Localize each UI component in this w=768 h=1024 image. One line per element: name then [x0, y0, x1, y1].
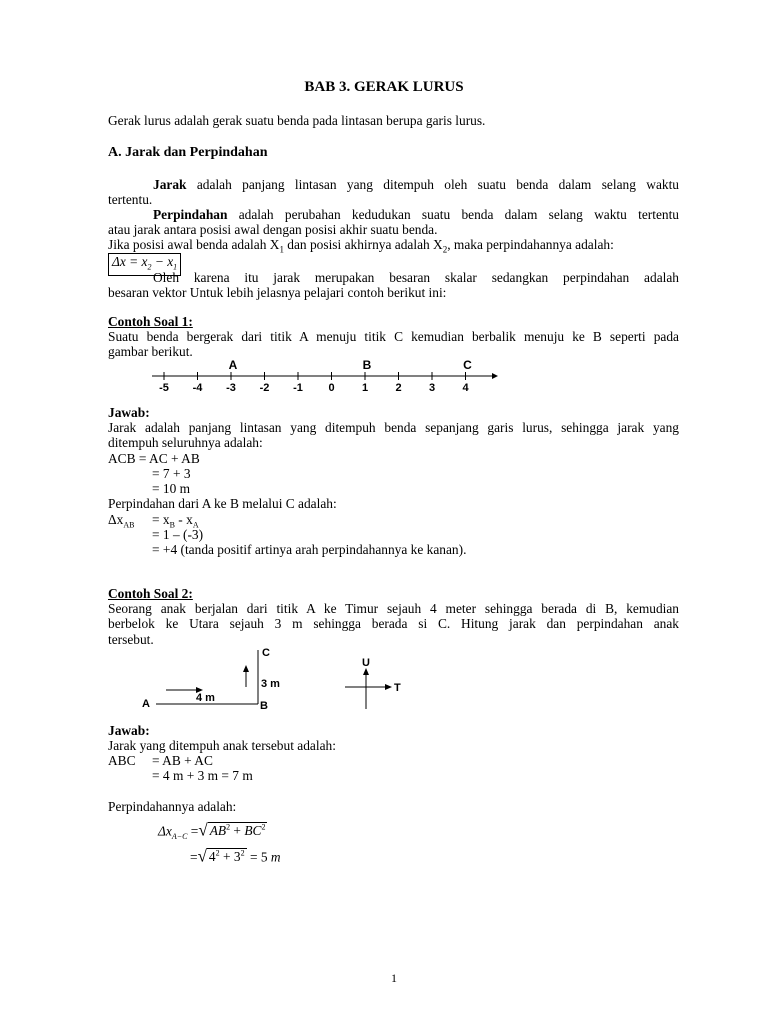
dx-ab-step-2: = +4 (tanda positif artinya arah perpindahannya ke kanan). [152, 542, 467, 557]
point-c-label: C [262, 647, 270, 659]
dx-ab-step-1: = 1 – (-3) [152, 527, 204, 542]
acb-step-2: = 10 m [152, 481, 191, 496]
tick-label: -3 [226, 382, 236, 394]
scalar-vector-paragraph: Oleh karena itu jarak merupakan besaran skalar sedangkan perpindahan adalah [153, 270, 679, 285]
compass-north-arrowhead-icon [363, 668, 369, 675]
example-1-heading: Contoh Soal 1: [108, 314, 193, 329]
perpindahan-paragraph-end: atau jarak antara posisi awal dengan posisi akhir suatu benda. [108, 222, 438, 237]
sqrt-icon: √ [197, 846, 207, 866]
tick-label: 2 [395, 382, 402, 394]
point-label-a: A [228, 358, 238, 372]
example-2-question-2: berbelok ke Utara sejauh 3 m sehingga berada si C. Hitung jarak dan perpindahan anak [108, 616, 679, 631]
jarak-term: Jarak [153, 177, 187, 192]
point-a-label: A [142, 698, 150, 710]
intro-text: Gerak lurus adalah gerak suatu benda pada lintasan berupa garis lurus. [108, 113, 486, 128]
tick-label: 3 [428, 382, 436, 394]
bc-length-label: 3 m [261, 678, 280, 690]
perpindahan-a-b-text: Perpindahan dari A ke B melalui C adalah: [108, 496, 337, 511]
tick-label: 0 [328, 382, 335, 394]
acb-step-1: = 7 + 3 [152, 466, 191, 481]
point-label-b: B [362, 358, 372, 372]
axis-arrowhead [492, 373, 498, 379]
answer-2-label: Jawab: [108, 723, 150, 738]
example-2-heading: Contoh Soal 2: [108, 586, 193, 601]
abc-rhs: = AB + AC [152, 753, 213, 768]
compass-figure [340, 655, 410, 713]
page-title: BAB 3. GERAK LURUS [304, 79, 464, 95]
posisi-text: Jika posisi awal benda adalah $X_1$ dan posisi akhirnya adalah $X_2$, maka perpindahannya adalah: [108, 237, 614, 255]
tick-label: -5 [159, 382, 169, 394]
compass-north-label: U [362, 657, 370, 669]
compass-east-arrowhead-icon [385, 684, 392, 690]
section-heading: A. Jarak dan Perpindahan [108, 145, 268, 160]
abc-step: = 4 m + 3 m = 7 m [152, 768, 253, 783]
answer-1-text: Jarak adalah panjang lintasan yang ditempuh benda sepanjang garis lurus, sehingga jarak yang [108, 420, 679, 435]
tick-label: 1 [361, 382, 369, 394]
path-figure [138, 645, 298, 715]
jarak-paragraph-end: tertentu. [108, 192, 153, 207]
displacement-formula: $\Delta x = x_2 - x_1$ [108, 253, 181, 276]
example-2-question: Seorang anak berjalan dari titik A ke Timur sejauh 4 meter sehingga berada di B, kemudian [108, 601, 679, 616]
north-arrowhead-icon [243, 665, 249, 672]
point-b-label: B [260, 700, 268, 712]
tick-label: -4 [192, 382, 203, 394]
tick-label: 4 [462, 382, 469, 394]
ab-length-label: 4 m [196, 692, 215, 704]
resultant-formula: $\Delta x_{A-C}$ =√ $AB^2 + BC^2$ [158, 820, 266, 842]
abc-lhs: ABC [108, 753, 136, 768]
acb-equation: ACB = AC + AB [108, 451, 200, 466]
dx-ab-lhs: $\Delta x_{AB}$ [108, 512, 135, 530]
resultant-value: =√ $4^2 + 3^2 = 5$ m [190, 846, 281, 866]
answer-2-text: Jarak yang ditempuh anak tersebut adalah: [108, 738, 336, 753]
dx-ab-rhs: = $x_B - x_A$ [152, 512, 199, 530]
perpindahan-2-text: Perpindahannya adalah: [108, 799, 237, 814]
perpindahan-paragraph [108, 207, 679, 222]
page-number: 1 [391, 971, 397, 985]
number-line-figure [140, 357, 510, 399]
example-2-question-end: tersebut. [108, 632, 154, 647]
answer-1-label: Jawab: [108, 405, 150, 420]
sqrt-icon: √ [198, 820, 208, 840]
example-1-question: Suatu benda bergerak dari titik A menuju titik C kemudian berbalik menuju ke B seperti pada [108, 329, 679, 344]
perpindahan-term: Perpindahan [153, 207, 228, 222]
example-1-question-end: gambar berikut. [108, 344, 193, 359]
scalar-vector-paragraph-end: besaran vektor Untuk lebih jelasnya pelajari contoh berikut ini: [108, 285, 447, 300]
jarak-definition: adalah panjang lintasan yang ditempuh oleh suatu benda dalam selang waktu [196, 177, 679, 192]
perpindahan-definition: adalah perubahan kedudukan suatu benda dalam selang waktu tertentu [238, 207, 679, 222]
answer-1-text-end: ditempuh seluruhnya adalah: [108, 435, 263, 450]
tick-label: -1 [293, 382, 303, 394]
compass-east-label: T [394, 682, 401, 694]
jarak-paragraph [108, 177, 679, 192]
point-label-c: C [463, 358, 472, 372]
tick-label: -2 [259, 382, 270, 394]
